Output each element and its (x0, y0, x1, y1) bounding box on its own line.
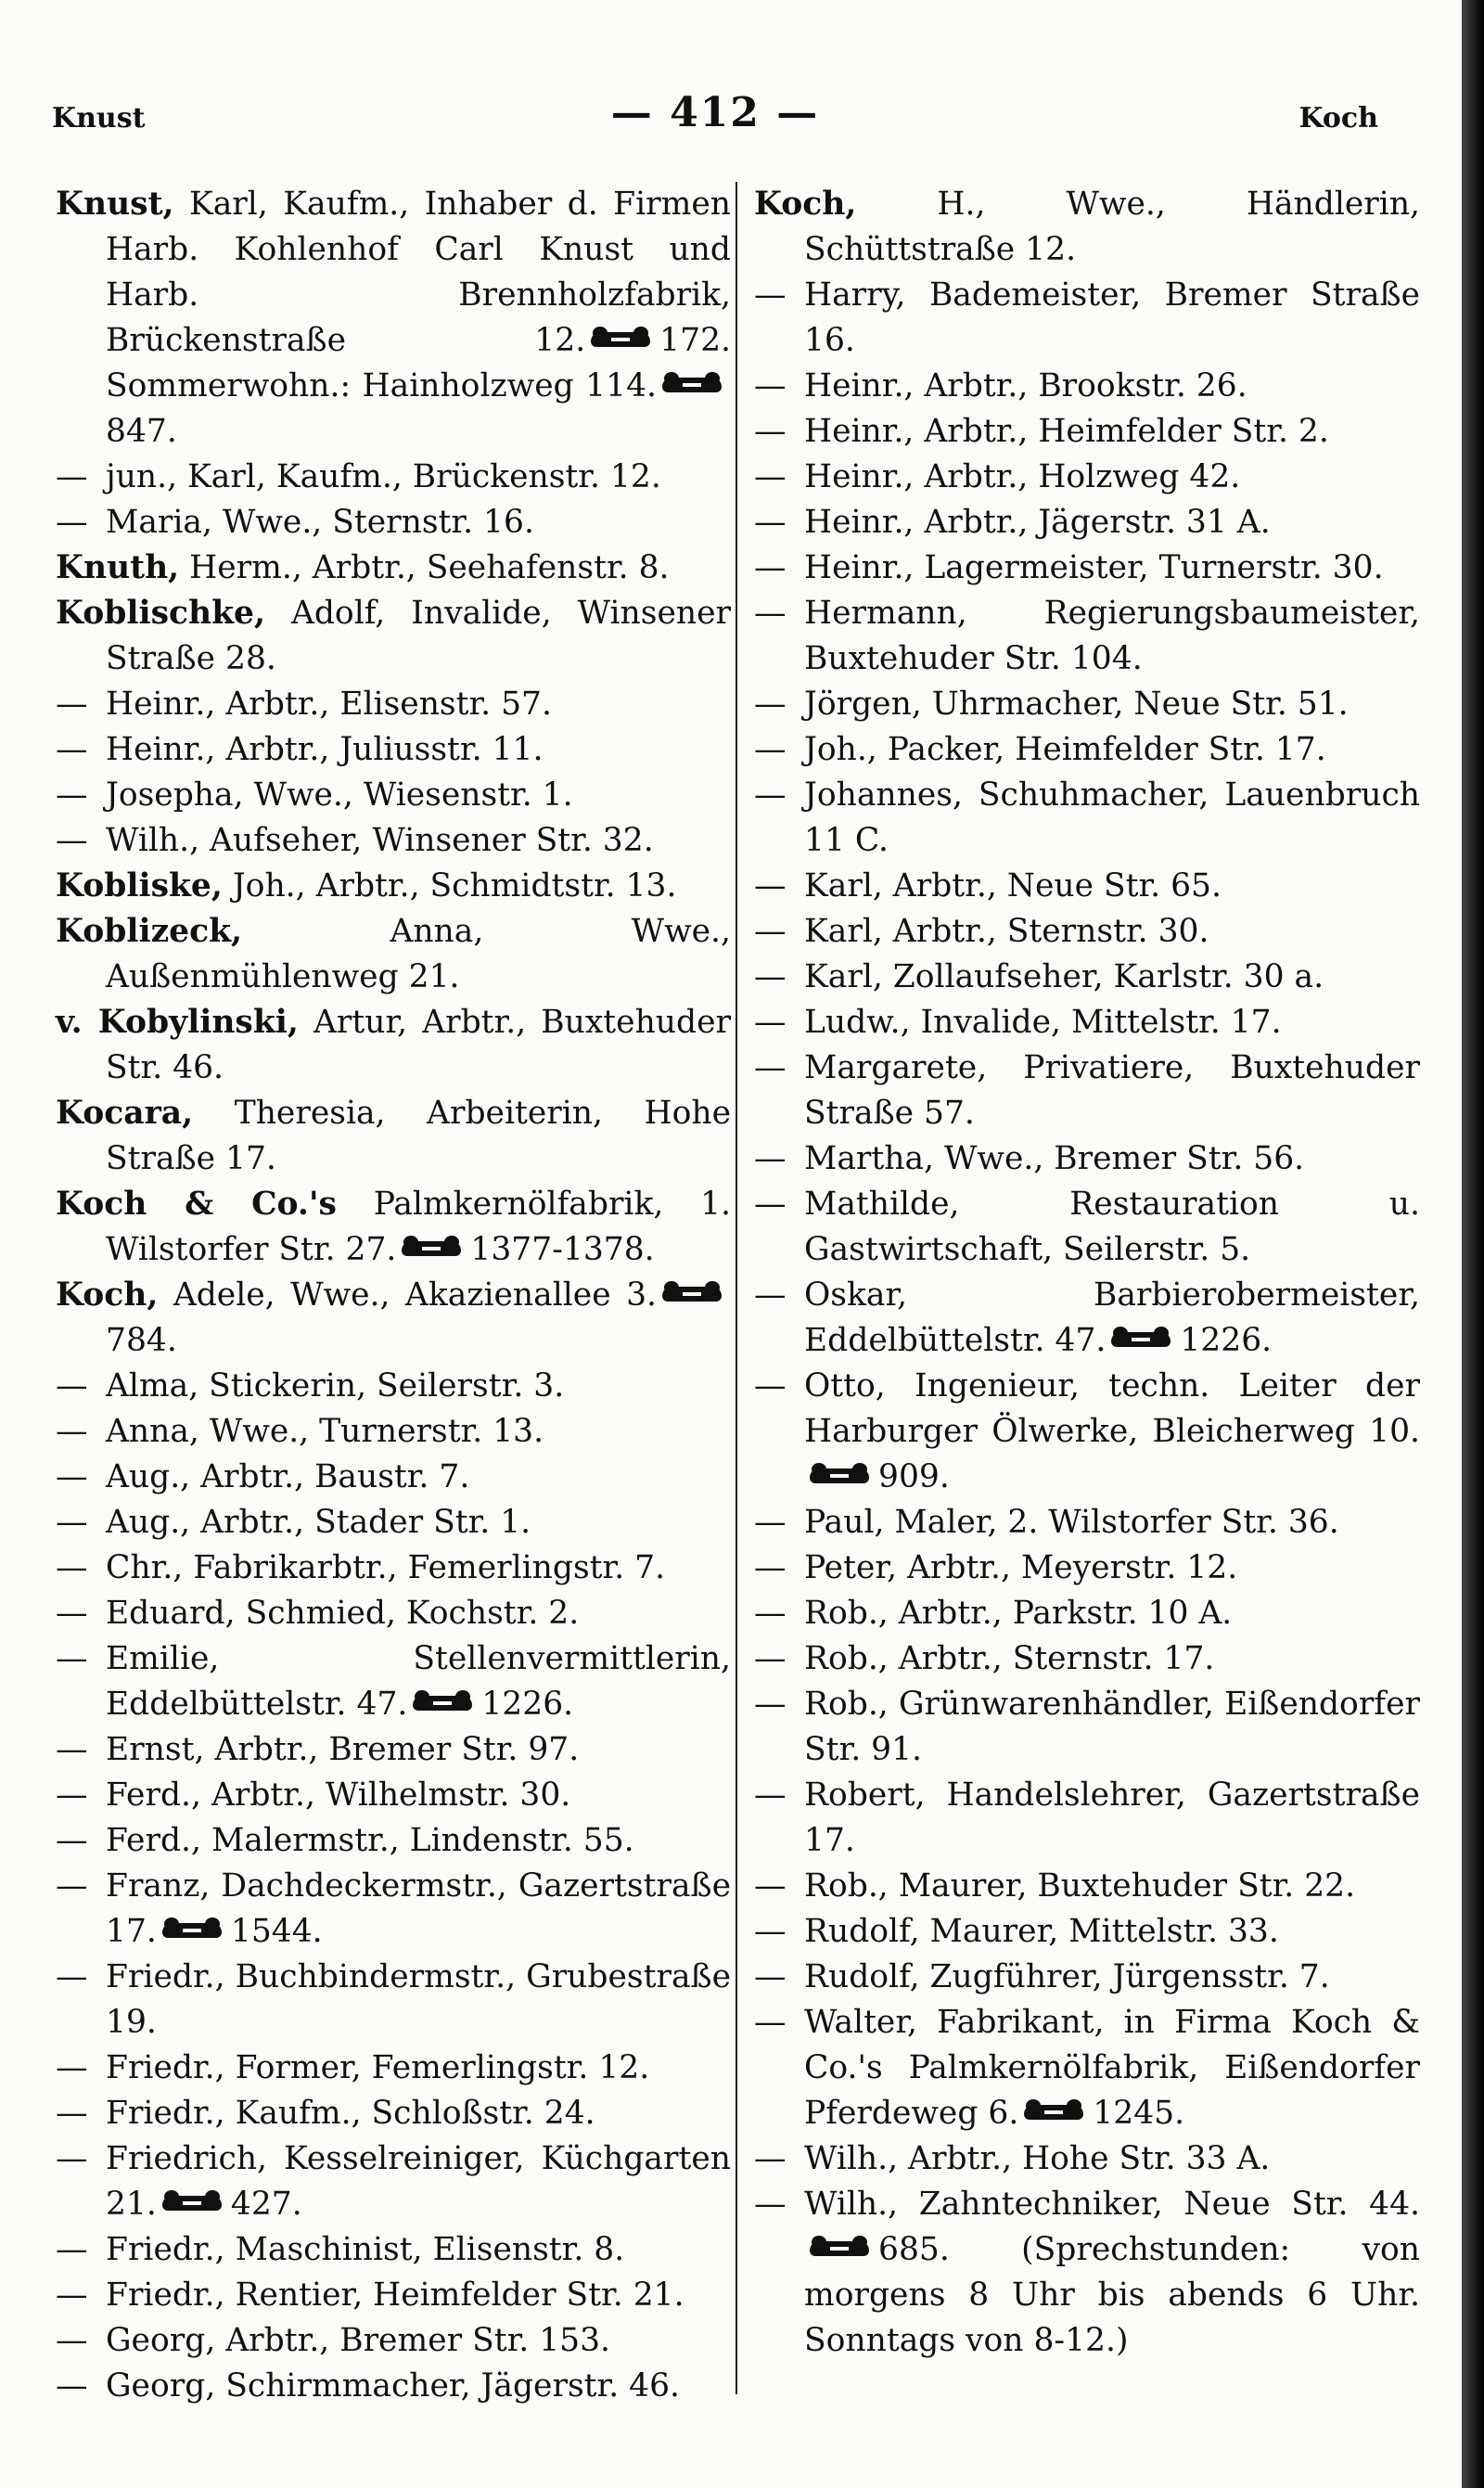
ditto-dash: — (754, 776, 787, 814)
entry-details: Artur, Arbtr., Buxtehuder Str. 46. (106, 1004, 732, 1086)
entry-details: H., Wwe., Händlerin, Schüttstraße 12. (804, 186, 1420, 268)
directory-entry (56, 2091, 731, 2136)
entry-details: Martha, Wwe., Bremer Str. 56. (804, 1140, 1305, 1177)
ditto-dash: — (754, 867, 787, 904)
directory-entry (754, 1591, 1420, 1636)
ditto-dash: — (754, 367, 787, 404)
right-column (754, 182, 1420, 2364)
directory-entry (754, 409, 1420, 455)
entry-details: Karl, Arbtr., Sternstr. 30. (804, 913, 1209, 950)
ditto-dash: — (754, 1640, 787, 1677)
ditto-dash: — (754, 504, 787, 541)
ditto-dash: — (754, 1867, 787, 1904)
entry-details: Wilh., Arbtr., Hohe Str. 33 A. (804, 2140, 1271, 2177)
directory-entry (56, 2136, 731, 2227)
entry-details: Margarete, Privatiere, Buxtehuder Straße 57. (804, 1049, 1420, 1132)
ditto-dash: — (56, 1776, 88, 1814)
telephone-icon (810, 1465, 869, 1489)
telephone-icon (1111, 1328, 1171, 1353)
entry-details: Rob., Arbtr., Parkstr. 10 A. (804, 1595, 1233, 1632)
directory-entry (56, 1364, 731, 1409)
directory-entry (56, 500, 731, 545)
phone-number: 847. (106, 413, 177, 450)
page-edge-shadow (1462, 0, 1484, 2488)
directory-entry (754, 1182, 1420, 1273)
ditto-dash: — (56, 1640, 88, 1677)
ditto-dash: — (754, 958, 787, 995)
ditto-dash: — (754, 413, 787, 450)
directory-entry (754, 591, 1420, 682)
ditto-dash: — (754, 1913, 787, 1950)
entry-details: Georg, Arbtr., Bremer Str. 153. (106, 2322, 611, 2359)
entry-surname: Koch, (56, 1276, 159, 1314)
ditto-dash: — (56, 2049, 88, 2086)
ditto-dash: — (56, 1595, 88, 1632)
entry-details: Franz, Dachdeckermstr., Gazertstraße 17. (106, 1867, 731, 1950)
ditto-dash: — (754, 2140, 787, 2177)
ditto-dash: — (754, 686, 787, 723)
entry-surname: Knuth, (56, 549, 180, 586)
entry-details: jun., Karl, Kaufm., Brückenstr. 12. (106, 458, 661, 495)
entry-surname: Koblizeck, (56, 913, 243, 950)
ditto-dash: — (56, 1867, 88, 1904)
entry-details: Friedr., Buchbindermstr., Grubestraße 19. (106, 1958, 731, 2041)
ditto-dash: — (754, 2186, 787, 2223)
ditto-dash: — (56, 2322, 88, 2359)
ditto-dash: — (754, 1504, 787, 1541)
entry-surname: Kobliske, (56, 867, 223, 904)
page-header (52, 89, 1378, 154)
entry-details: Adolf, Invalide, Winsener Straße 28. (106, 595, 732, 677)
entry-surname: Koch & Co.'s (56, 1186, 337, 1223)
ditto-dash: — (56, 1367, 88, 1404)
entry-details: Paul, Maler, 2. Wilstorfer Str. 36. (804, 1504, 1339, 1541)
directory-entry (754, 864, 1420, 909)
directory-entry (56, 1864, 731, 1955)
entry-details: Heinr., Arbtr., Juliusstr. 11. (106, 731, 544, 768)
entry-details: Ferd., Arbtr., Wilhelmstr. 30. (106, 1776, 571, 1814)
phone-number: 172. Sommerwohn.: Hainholzweg 114. (106, 322, 731, 404)
entry-details: Aug., Arbtr., Stader Str. 1. (106, 1504, 531, 1541)
ditto-dash: — (56, 1458, 88, 1495)
ditto-dash: — (56, 1549, 88, 1586)
directory-entry (754, 2000, 1420, 2136)
directory-entry (56, 1000, 731, 1091)
directory-entry (754, 1864, 1420, 1909)
directory-entry (56, 1182, 731, 1273)
entry-details: Herm., Arbtr., Seehafenstr. 8. (189, 549, 670, 586)
entry-surname: Koch, (754, 186, 857, 223)
directory-entry (754, 2136, 1420, 2182)
directory-entry (56, 818, 731, 864)
telephone-icon (662, 1283, 722, 1307)
telephone-icon (402, 1238, 461, 1262)
entry-details: Friedrich, Kesselreiniger, Küchgarten 21. (106, 2140, 731, 2223)
directory-entry (754, 1364, 1420, 1500)
entry-surname: Knust, (56, 186, 174, 223)
directory-entry (56, 1409, 731, 1455)
entry-details: Wilh., Aufseher, Winsener Str. 32. (106, 822, 654, 859)
entry-details: Rob., Grünwarenhändler, Eißendorfer Str. 91. (804, 1686, 1420, 1768)
entry-details: Chr., Fabrikarbtr., Femerlingstr. 7. (106, 1549, 666, 1586)
ditto-dash: — (56, 686, 88, 723)
telephone-icon (413, 1692, 472, 1716)
directory-entry (56, 1727, 731, 1773)
directory-entry (754, 773, 1420, 864)
ditto-dash: — (56, 1822, 88, 1859)
entry-details: Karl, Arbtr., Neue Str. 65. (804, 867, 1222, 904)
ditto-dash: — (754, 913, 787, 950)
ditto-dash: — (56, 2367, 88, 2405)
telephone-icon (162, 2192, 222, 2216)
entry-details: Peter, Arbtr., Meyerstr. 12. (804, 1549, 1238, 1586)
directory-entry (56, 2318, 731, 2364)
ditto-dash: — (56, 2231, 88, 2268)
directory-entry (754, 955, 1420, 1000)
ditto-dash: — (754, 1276, 787, 1314)
ditto-dash: — (56, 731, 88, 768)
entry-details: Oskar, Barbierobermeister, Eddelbüttelstr. 47. (804, 1276, 1420, 1359)
ditto-dash: — (754, 276, 787, 314)
entry-details: Ernst, Arbtr., Bremer Str. 97. (106, 1731, 580, 1768)
directory-entry (56, 1818, 731, 1864)
phone-number: 1226. (481, 1686, 574, 1723)
directory-entry (56, 2364, 731, 2409)
directory-entry (56, 1545, 731, 1591)
header-left-catchword: Knust (52, 102, 146, 135)
ditto-dash: — (754, 1595, 787, 1632)
ditto-dash: — (754, 2004, 787, 2041)
directory-entry (56, 909, 731, 1000)
directory-entry (754, 1045, 1420, 1136)
directory-entry (754, 1000, 1420, 1045)
directory-entry (56, 591, 731, 682)
phone-number: 909. (878, 1458, 950, 1495)
ditto-dash: — (754, 1049, 787, 1086)
phone-number: 1226. (1180, 1322, 1273, 1359)
directory-entry (56, 2227, 731, 2273)
ditto-dash: — (754, 1186, 787, 1223)
directory-entry (754, 682, 1420, 727)
entry-surname: Kocara, (56, 1095, 194, 1132)
entry-details: Robert, Handelslehrer, Gazertstraße 17. (804, 1776, 1420, 1859)
directory-entry (56, 1591, 731, 1636)
entry-details: Josepha, Wwe., Wiesenstr. 1. (106, 776, 573, 814)
ditto-dash: — (754, 1686, 787, 1723)
directory-entry (754, 273, 1420, 364)
entry-details: Ferd., Malermstr., Lindenstr. 55. (106, 1822, 634, 1859)
entry-details: Alma, Stickerin, Seilerstr. 3. (106, 1367, 565, 1404)
directory-entry (56, 1455, 731, 1500)
entry-details: Joh., Packer, Heimfelder Str. 17. (804, 731, 1326, 768)
ditto-dash: — (754, 1776, 787, 1814)
entry-details: Joh., Arbtr., Schmidtstr. 13. (232, 867, 677, 904)
ditto-dash: — (754, 1958, 787, 1995)
entry-details: Heinr., Arbtr., Jägerstr. 31 A. (804, 504, 1271, 541)
directory-entry (56, 182, 731, 455)
entry-details: Mathilde, Restauration u. Gastwirtschaft, Seilerstr. 5. (804, 1186, 1420, 1268)
entry-details: Rob., Maurer, Buxtehuder Str. 22. (804, 1867, 1356, 1904)
ditto-dash: — (754, 458, 787, 495)
entry-details: Eduard, Schmied, Kochstr. 2. (106, 1595, 580, 1632)
ditto-dash: — (56, 1958, 88, 1995)
entry-details: Theresia, Arbeiterin, Hohe Straße 17. (106, 1095, 731, 1177)
entry-details: Ludw., Invalide, Mittelstr. 17. (804, 1004, 1282, 1041)
ditto-dash: — (56, 776, 88, 814)
entry-details: Heinr., Lagermeister, Turnerstr. 30. (804, 549, 1384, 586)
entry-details: Karl, Kaufm., Inhaber d. Firmen Harb. Kohlenhof Carl Knust und Harb. Brennholzfabrik, Brückenstraße 12. (106, 186, 731, 359)
directory-entry (56, 682, 731, 727)
header-right-catchword: Koch (1298, 102, 1378, 135)
directory-entry (754, 1909, 1420, 1955)
directory-entry (56, 1273, 731, 1364)
ditto-dash: — (56, 458, 88, 495)
ditto-dash: — (56, 1413, 88, 1450)
ditto-dash: — (56, 1731, 88, 1768)
directory-entry (56, 2046, 731, 2091)
directory-entry (56, 1091, 731, 1182)
ditto-dash: — (56, 504, 88, 541)
directory-entry (754, 1955, 1420, 2000)
telephone-icon (1024, 2101, 1083, 2125)
entry-details: Walter, Fabrikant, in Firma Koch & Co.'s Palmkernölfabrik, Eißendorfer Pferdeweg 6. (804, 2004, 1420, 2132)
ditto-dash: — (754, 549, 787, 586)
telephone-icon (662, 374, 722, 398)
entry-details: Hermann, Regierungsbaumeister, Buxtehuder Str. 104. (804, 595, 1420, 677)
directory-entry (754, 182, 1420, 273)
directory-entry (56, 1955, 731, 2046)
entry-details: Maria, Wwe., Sternstr. 16. (106, 504, 534, 541)
phone-number: 1245. (1093, 2095, 1185, 2132)
directory-entry (56, 545, 731, 591)
directory-entry (56, 773, 731, 818)
directory-entry (754, 1682, 1420, 1773)
telephone-icon (810, 2238, 869, 2262)
entry-details: Johannes, Schuhmacher, Lauenbruch 11 C. (804, 776, 1420, 859)
entry-details: Rudolf, Maurer, Mittelstr. 33. (804, 1913, 1279, 1950)
directory-entry (754, 1136, 1420, 1182)
ditto-dash: — (754, 731, 787, 768)
ditto-dash: — (754, 1140, 787, 1177)
telephone-icon (591, 328, 650, 353)
ditto-dash: — (56, 822, 88, 859)
directory-entry (754, 364, 1420, 409)
entry-details: Georg, Schirmmacher, Jägerstr. 46. (106, 2367, 681, 2405)
telephone-icon (162, 1919, 222, 1943)
ditto-dash: — (56, 2140, 88, 2177)
entry-details: Rob., Arbtr., Sternstr. 17. (804, 1640, 1215, 1677)
entry-details: Anna, Wwe., Turnerstr. 13. (106, 1413, 544, 1450)
directory-entry (754, 545, 1420, 591)
ditto-dash: — (754, 1004, 787, 1041)
directory-entry (754, 1273, 1420, 1364)
ditto-dash: — (56, 2276, 88, 2314)
entry-details: Friedr., Maschinist, Elisenstr. 8. (106, 2231, 625, 2268)
entry-details: Heinr., Arbtr., Elisenstr. 57. (106, 686, 552, 723)
phone-number: 1544. (230, 1913, 323, 1950)
directory-entry (56, 727, 731, 773)
phone-number: 427. (230, 2186, 302, 2223)
directory-entry (56, 2273, 731, 2318)
entry-details: Friedr., Former, Femerlingstr. 12. (106, 2049, 650, 2086)
directory-entry (754, 1773, 1420, 1864)
entry-details: Jörgen, Uhrmacher, Neue Str. 51. (804, 686, 1349, 723)
directory-entry (754, 455, 1420, 500)
phone-number: 784. (106, 1322, 177, 1359)
ditto-dash: — (56, 2095, 88, 2132)
ditto-dash: — (754, 595, 787, 632)
entry-details: Aug., Arbtr., Baustr. 7. (106, 1458, 470, 1495)
entry-details: Wilh., Zahntechniker, Neue Str. 44. (804, 2186, 1420, 2223)
entry-details: Friedr., Kaufm., Schloßstr. 24. (106, 2095, 595, 2132)
directory-entry (754, 1636, 1420, 1682)
directory-entry (56, 1773, 731, 1818)
entry-details: Emilie, Stellenvermittlerin, Eddelbüttelstr. 47. (106, 1640, 731, 1723)
directory-entry (56, 864, 731, 909)
entry-surname: Koblischke, (56, 595, 265, 632)
entry-details: Palmkernölfabrik, 1. Wilstorfer Str. 27. (106, 1186, 732, 1268)
entry-details: Karl, Zollaufseher, Karlstr. 30 a. (804, 958, 1324, 995)
entry-details: Rudolf, Zugführer, Jürgensstr. 7. (804, 1958, 1330, 1995)
page-number: — 412 — (610, 89, 820, 136)
directory-entry (56, 1500, 731, 1545)
directory-entry (754, 909, 1420, 955)
column-divider (736, 182, 737, 2394)
phone-number: 685. (Sprechstunden: von morgens 8 Uhr bis abends 6 Uhr. Sonntags von 8-12.) (804, 2231, 1420, 2359)
directory-entry (754, 1500, 1420, 1545)
entry-details: Adele, Wwe., Akazienallee 3. (173, 1276, 657, 1314)
ditto-dash: — (754, 1367, 787, 1404)
ditto-dash: — (754, 1549, 787, 1586)
phone-number: 1377-1378. (470, 1231, 655, 1268)
entry-details: Heinr., Arbtr., Holzweg 42. (804, 458, 1241, 495)
left-column (56, 182, 731, 2409)
directory-entry (56, 1636, 731, 1727)
directory-entry (754, 1545, 1420, 1591)
entry-details: Heinr., Arbtr., Heimfelder Str. 2. (804, 413, 1329, 450)
directory-entry (754, 2182, 1420, 2364)
entry-surname: v. Kobylinski, (56, 1004, 299, 1041)
entry-details: Heinr., Arbtr., Brookstr. 26. (804, 367, 1247, 404)
entry-details: Friedr., Rentier, Heimfelder Str. 21. (106, 2276, 684, 2314)
directory-entry (754, 727, 1420, 773)
entry-details: Harry, Bademeister, Bremer Straße 16. (804, 276, 1420, 359)
directory-entry (56, 455, 731, 500)
ditto-dash: — (56, 1504, 88, 1541)
entry-details: Anna, Wwe., Außenmühlenweg 21. (106, 913, 731, 995)
directory-entry (754, 500, 1420, 545)
entry-details: Otto, Ingenieur, techn. Leiter der Harburger Ölwerke, Bleicherweg 10. (804, 1367, 1420, 1450)
